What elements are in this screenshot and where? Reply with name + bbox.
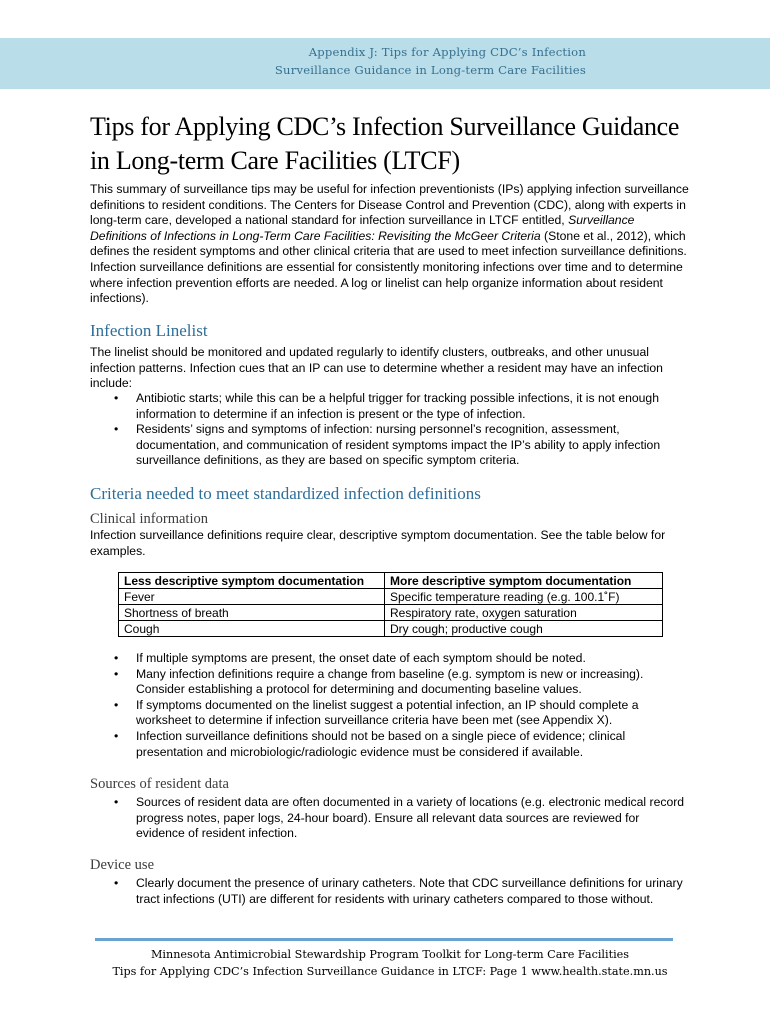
symptom-table	[118, 572, 663, 637]
footer	[90, 946, 690, 980]
header-text	[275, 43, 586, 79]
table-cell: Shortness of breath	[119, 605, 385, 621]
criteria-heading: Criteria needed to meet standardized infection definitions	[90, 484, 481, 503]
table-cell: Respiratory rate, oxygen saturation	[385, 605, 663, 621]
list-item: • Residents’ signs and symptoms of infection: nursing personnel’s recognition, assessment, documentation, and communication of resident symptoms impact the IP’s ability to apply infection surveillance definitions, as they are based on specific symptom criteria.	[90, 422, 690, 469]
intro-text-1: This summary of surveillance tips may be useful for infection preventionists (IPs) applying infection surveillance definitions to resident conditions. The Centers for Disease Control and Prevention (CDC), along with experts in long-term care, developed a national standard for infection surveillance in LTCF entitled,	[90, 182, 689, 228]
linelist-heading: Infection Linelist	[90, 321, 208, 340]
device-heading: Device use	[90, 857, 155, 873]
table-row	[119, 589, 663, 605]
list-item: • Clearly document the presence of urinary catheters. Note that CDC surveillance definitions for urinary tract infections (UTI) are different for residents with urinary catheters compared to those without.	[90, 876, 690, 907]
table-cell: Specific temperature reading (e.g. 100.1˚F)	[385, 589, 663, 605]
clinical-info-heading: Clinical information	[90, 511, 208, 527]
sources-bullets	[90, 795, 690, 842]
list-item: • If symptoms documented on the linelist suggest a potential infection, an IP should complete a worksheet to determine if infection surveillance criteria have been met (see Appendix X).	[90, 698, 690, 729]
table-cell: Cough	[119, 621, 385, 637]
intro-text-2: (Stone et al., 2012), which defines the resident symptoms and other clinical criteria that are used to meet infection surveillance definitions. Infection surveillance definitions are essential for consistently monitoring infections over time and to determine where infection prevention efforts are needed. A log or linelist can help organize information about resident infections).	[90, 228, 687, 306]
footer-rule	[95, 938, 673, 941]
document-title: Tips for Applying CDC’s Infection Surveillance Guidance in Long-term Care Facilities (LTCF)	[90, 112, 680, 175]
device-bullets	[90, 876, 690, 907]
intro-citation: Surveillance Definitions of Infections in Long-Term Care Facilities: Revisiting the McGeer Criteria	[90, 213, 635, 243]
clinical-info-paragraph: Infection surveillance definitions require clear, descriptive symptom documentation. See the table below for examples.	[90, 528, 666, 558]
header-band	[0, 38, 770, 89]
sources-heading: Sources of resident data	[90, 776, 229, 792]
table-header-row	[119, 573, 663, 589]
header-line-1: Appendix J: Tips for Applying CDC’s Infection	[308, 45, 586, 59]
header-line-2: Surveillance Guidance in Long-term Care Facilities	[274, 63, 586, 77]
list-item: • Antibiotic starts; while this can be a helpful trigger for tracking possible infections, it is not enough information to determine if an infection is present or the type of infection.	[90, 391, 690, 422]
table-cell: Dry cough; productive cough	[385, 621, 663, 637]
footer-line-2: Tips for Applying CDC’s Infection Surveillance Guidance in LTCF: Page 1 www.health.state.mn.us	[112, 965, 668, 978]
table-header-more: More descriptive symptom documentation	[385, 573, 663, 589]
footer-line-1: Minnesota Antimicrobial Stewardship Program Toolkit for Long-term Care Facilities	[150, 948, 630, 961]
table-header-less: Less descriptive symptom documentation	[119, 573, 385, 589]
list-item: • Sources of resident data are often documented in a variety of locations (e.g. electronic medical record progress notes, paper logs, 24-hour board). Ensure all relevant data sources are reviewed for evidence of resident infection.	[90, 795, 690, 842]
list-item: • If multiple symptoms are present, the onset date of each symptom should be noted.	[90, 651, 690, 667]
linelist-paragraph: The linelist should be monitored and updated regularly to identify clusters, outbreaks, and other unusual infection patterns. Infection cues that an IP can use to determine whether a resident may have an infection include:	[90, 345, 663, 391]
table-row	[119, 621, 663, 637]
intro-paragraph	[90, 182, 690, 307]
list-item: • Many infection definitions require a change from baseline (e.g. symptom is new or increasing). Consider establishing a protocol for determining and documenting baseline values.	[90, 667, 690, 698]
table-cell: Fever	[119, 589, 385, 605]
table-row	[119, 605, 663, 621]
list-item: • Infection surveillance definitions should not be based on a single piece of evidence; clinical presentation and microbiologic/radiologic evidence must be considered if available.	[90, 729, 690, 760]
linelist-bullets	[90, 391, 690, 469]
criteria-bullets	[90, 651, 690, 760]
